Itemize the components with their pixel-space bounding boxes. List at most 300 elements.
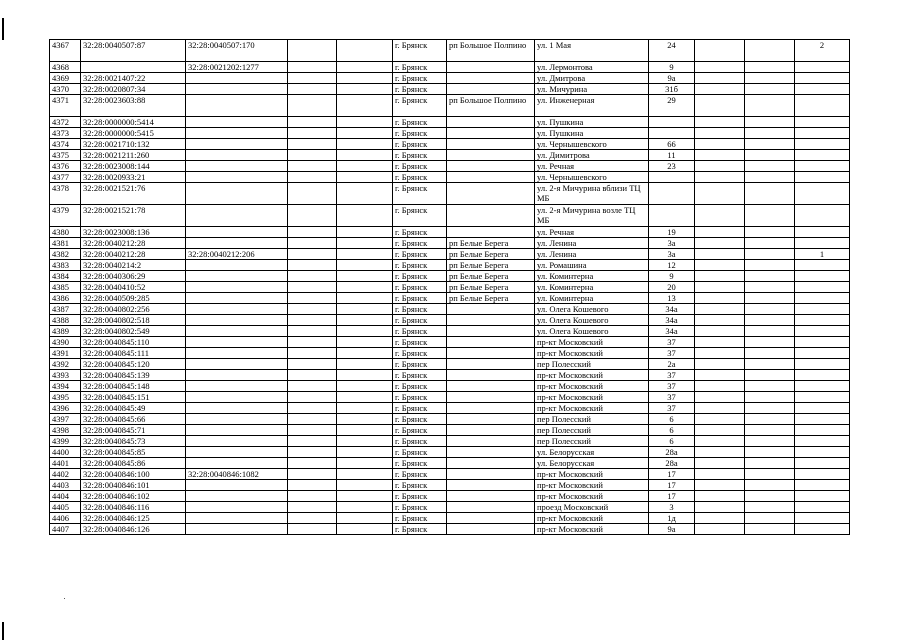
row-number: 4367 — [50, 40, 81, 62]
empty-cell — [337, 425, 393, 436]
city: г. Брянск — [393, 447, 447, 458]
empty-cell — [337, 359, 393, 370]
city: г. Брянск — [393, 524, 447, 535]
city: г. Брянск — [393, 84, 447, 95]
empty-cell — [745, 282, 795, 293]
empty-cell — [337, 348, 393, 359]
empty-cell — [745, 128, 795, 139]
empty-cell — [695, 227, 745, 238]
street: ул. Дмитрова — [535, 73, 649, 84]
linked-cadastral-number: 32:28:0040212:206 — [186, 249, 288, 260]
empty-cell — [695, 458, 745, 469]
house-number: 24 — [649, 40, 695, 62]
locality — [447, 205, 535, 227]
empty-cell — [695, 238, 745, 249]
street: пер Полесский — [535, 425, 649, 436]
locality — [447, 139, 535, 150]
city: г. Брянск — [393, 491, 447, 502]
cadastral-number: 32:28:0040845:139 — [81, 370, 186, 381]
cadastral-number: 32:28:0040845:71 — [81, 425, 186, 436]
row-number: 4399 — [50, 436, 81, 447]
empty-cell — [288, 150, 337, 161]
empty-cell — [695, 348, 745, 359]
table-row — [50, 183, 850, 205]
row-number: 4387 — [50, 304, 81, 315]
empty-cell — [695, 150, 745, 161]
cadastral-number: 32:28:0040509:285 — [81, 293, 186, 304]
empty-cell — [695, 315, 745, 326]
house-number — [649, 128, 695, 139]
empty-cell — [695, 337, 745, 348]
house-number: 2а — [649, 359, 695, 370]
empty-cell — [288, 480, 337, 491]
empty-cell — [695, 381, 745, 392]
city: г. Брянск — [393, 139, 447, 150]
row-number: 4375 — [50, 150, 81, 161]
city: г. Брянск — [393, 172, 447, 183]
empty-cell — [695, 183, 745, 205]
street: ул. Ленина — [535, 249, 649, 260]
empty-cell — [288, 348, 337, 359]
empty-cell — [745, 381, 795, 392]
house-number: 34а — [649, 326, 695, 337]
empty-cell — [288, 326, 337, 337]
empty-cell — [337, 95, 393, 117]
cadastral-number: 32:28:0040845:85 — [81, 447, 186, 458]
locality: рп Белые Берега — [447, 271, 535, 282]
street: ул. Чернышевского — [535, 139, 649, 150]
linked-cadastral-number — [186, 447, 288, 458]
empty-cell — [337, 293, 393, 304]
empty-cell — [745, 117, 795, 128]
count — [795, 172, 850, 183]
linked-cadastral-number — [186, 73, 288, 84]
count — [795, 139, 850, 150]
street: пр-кт Московский — [535, 480, 649, 491]
city: г. Брянск — [393, 403, 447, 414]
linked-cadastral-number — [186, 282, 288, 293]
empty-cell — [695, 414, 745, 425]
empty-cell — [288, 403, 337, 414]
table-row — [50, 227, 850, 238]
linked-cadastral-number — [186, 381, 288, 392]
count — [795, 238, 850, 249]
table-row — [50, 282, 850, 293]
city: г. Брянск — [393, 414, 447, 425]
count — [795, 359, 850, 370]
empty-cell — [337, 40, 393, 62]
count — [795, 95, 850, 117]
count — [795, 491, 850, 502]
city: г. Брянск — [393, 249, 447, 260]
empty-cell — [337, 84, 393, 95]
linked-cadastral-number — [186, 128, 288, 139]
locality — [447, 183, 535, 205]
empty-cell — [745, 403, 795, 414]
empty-cell — [745, 139, 795, 150]
cadastral-number: 32:28:0040846:126 — [81, 524, 186, 535]
empty-cell — [745, 513, 795, 524]
house-number: 28а — [649, 458, 695, 469]
city: г. Брянск — [393, 381, 447, 392]
city: г. Брянск — [393, 502, 447, 513]
house-number: 3а — [649, 238, 695, 249]
city: г. Брянск — [393, 337, 447, 348]
linked-cadastral-number — [186, 84, 288, 95]
row-number: 4391 — [50, 348, 81, 359]
empty-cell — [695, 84, 745, 95]
count — [795, 271, 850, 282]
linked-cadastral-number — [186, 502, 288, 513]
row-number: 4384 — [50, 271, 81, 282]
row-number: 4406 — [50, 513, 81, 524]
empty-cell — [288, 392, 337, 403]
empty-cell — [745, 62, 795, 73]
empty-cell — [337, 524, 393, 535]
empty-cell — [288, 304, 337, 315]
linked-cadastral-number — [186, 315, 288, 326]
empty-cell — [288, 205, 337, 227]
empty-cell — [695, 491, 745, 502]
empty-cell — [745, 436, 795, 447]
city: г. Брянск — [393, 271, 447, 282]
empty-cell — [337, 315, 393, 326]
empty-cell — [695, 73, 745, 84]
row-number: 4370 — [50, 84, 81, 95]
row-number: 4382 — [50, 249, 81, 260]
cadastral-number: 32:28:0020807:34 — [81, 84, 186, 95]
empty-cell — [745, 370, 795, 381]
city: г. Брянск — [393, 260, 447, 271]
empty-cell — [337, 491, 393, 502]
cadastral-number: 32:28:0040212:28 — [81, 249, 186, 260]
count: 2 — [795, 40, 850, 62]
table-row — [50, 40, 850, 62]
row-number: 4368 — [50, 62, 81, 73]
linked-cadastral-number — [186, 491, 288, 502]
cadastral-number: 32:28:0021521:78 — [81, 205, 186, 227]
empty-cell — [288, 84, 337, 95]
empty-cell — [337, 205, 393, 227]
cadastral-number: 32:28:0023008:144 — [81, 161, 186, 172]
house-number: 11 — [649, 150, 695, 161]
house-number — [649, 172, 695, 183]
empty-cell — [695, 62, 745, 73]
cadastral-number: 32:28:0021710:132 — [81, 139, 186, 150]
cadastral-number: 32:28:0000000:5414 — [81, 117, 186, 128]
empty-cell — [288, 139, 337, 150]
empty-cell — [745, 480, 795, 491]
house-number: 37 — [649, 381, 695, 392]
empty-cell — [745, 469, 795, 480]
street: ул. Коминтерна — [535, 282, 649, 293]
cadastral-number: 32:28:0040846:102 — [81, 491, 186, 502]
street: пер Полесский — [535, 436, 649, 447]
city: г. Брянск — [393, 128, 447, 139]
row-number: 4405 — [50, 502, 81, 513]
locality: рп Белые Берега — [447, 282, 535, 293]
city: г. Брянск — [393, 469, 447, 480]
city: г. Брянск — [393, 425, 447, 436]
count — [795, 260, 850, 271]
count — [795, 524, 850, 535]
linked-cadastral-number — [186, 161, 288, 172]
scan-speck — [64, 598, 65, 599]
empty-cell — [337, 62, 393, 73]
row-number: 4376 — [50, 161, 81, 172]
empty-cell — [695, 513, 745, 524]
empty-cell — [337, 392, 393, 403]
empty-cell — [337, 480, 393, 491]
empty-cell — [288, 117, 337, 128]
empty-cell — [695, 359, 745, 370]
table-row — [50, 491, 850, 502]
row-number: 4390 — [50, 337, 81, 348]
empty-cell — [288, 436, 337, 447]
empty-cell — [337, 414, 393, 425]
empty-cell — [695, 326, 745, 337]
house-number: 31б — [649, 84, 695, 95]
cadastral-number: 32:28:0021211:260 — [81, 150, 186, 161]
cadastral-number: 32:28:0040410:52 — [81, 282, 186, 293]
table-row — [50, 304, 850, 315]
row-number: 4388 — [50, 315, 81, 326]
house-number: 1д — [649, 513, 695, 524]
row-number: 4378 — [50, 183, 81, 205]
empty-cell — [337, 128, 393, 139]
street: ул. Олега Кошевого — [535, 304, 649, 315]
row-number: 4369 — [50, 73, 81, 84]
house-number: 34а — [649, 315, 695, 326]
city: г. Брянск — [393, 392, 447, 403]
row-number: 4403 — [50, 480, 81, 491]
city: г. Брянск — [393, 458, 447, 469]
table-row — [50, 293, 850, 304]
empty-cell — [288, 524, 337, 535]
linked-cadastral-number — [186, 524, 288, 535]
locality — [447, 84, 535, 95]
count — [795, 282, 850, 293]
linked-cadastral-number — [186, 150, 288, 161]
table-row — [50, 128, 850, 139]
empty-cell — [337, 447, 393, 458]
count — [795, 84, 850, 95]
empty-cell — [288, 425, 337, 436]
locality — [447, 73, 535, 84]
row-number: 4402 — [50, 469, 81, 480]
empty-cell — [745, 293, 795, 304]
house-number: 9а — [649, 73, 695, 84]
empty-cell — [337, 326, 393, 337]
count — [795, 513, 850, 524]
street: ул. Пушкина — [535, 117, 649, 128]
empty-cell — [337, 458, 393, 469]
house-number: 37 — [649, 403, 695, 414]
house-number: 66 — [649, 139, 695, 150]
locality — [447, 348, 535, 359]
locality — [447, 359, 535, 370]
count — [795, 392, 850, 403]
empty-cell — [745, 447, 795, 458]
house-number: 29 — [649, 95, 695, 117]
empty-cell — [745, 359, 795, 370]
locality — [447, 326, 535, 337]
street: ул. 2-я Мичурина вблизи ТЦ МБ — [535, 183, 649, 205]
house-number: 13 — [649, 293, 695, 304]
empty-cell — [337, 381, 393, 392]
row-number: 4381 — [50, 238, 81, 249]
street: ул. Мичурина — [535, 84, 649, 95]
house-number: 9 — [649, 62, 695, 73]
empty-cell — [695, 249, 745, 260]
register-rows — [50, 40, 850, 535]
cadastral-number: 32:28:0040845:148 — [81, 381, 186, 392]
empty-cell — [695, 95, 745, 117]
empty-cell — [695, 172, 745, 183]
empty-cell — [337, 469, 393, 480]
row-number: 4383 — [50, 260, 81, 271]
cadastral-number: 32:28:0040846:101 — [81, 480, 186, 491]
linked-cadastral-number — [186, 359, 288, 370]
city: г. Брянск — [393, 161, 447, 172]
empty-cell — [745, 260, 795, 271]
street: ул. 1 Мая — [535, 40, 649, 62]
table-row — [50, 73, 850, 84]
linked-cadastral-number — [186, 348, 288, 359]
empty-cell — [695, 392, 745, 403]
empty-cell — [337, 370, 393, 381]
count — [795, 227, 850, 238]
table-row — [50, 436, 850, 447]
street: ул. Коминтерна — [535, 271, 649, 282]
empty-cell — [288, 271, 337, 282]
empty-cell — [745, 238, 795, 249]
linked-cadastral-number — [186, 513, 288, 524]
city: г. Брянск — [393, 40, 447, 62]
table-row — [50, 392, 850, 403]
row-number: 4373 — [50, 128, 81, 139]
locality — [447, 161, 535, 172]
locality — [447, 62, 535, 73]
street: ул. Инженерная — [535, 95, 649, 117]
locality: рп Белые Берега — [447, 260, 535, 271]
house-number: 37 — [649, 370, 695, 381]
locality — [447, 436, 535, 447]
empty-cell — [337, 161, 393, 172]
table-row — [50, 172, 850, 183]
locality — [447, 403, 535, 414]
empty-cell — [745, 392, 795, 403]
count — [795, 447, 850, 458]
house-number — [649, 117, 695, 128]
house-number: 9а — [649, 524, 695, 535]
empty-cell — [288, 469, 337, 480]
empty-cell — [288, 491, 337, 502]
cadastral-number: 32:28:0021407:22 — [81, 73, 186, 84]
cadastral-number: 32:28:0040306:29 — [81, 271, 186, 282]
empty-cell — [745, 227, 795, 238]
cadastral-number: 32:28:0040845:111 — [81, 348, 186, 359]
cadastral-number: 32:28:0040845:120 — [81, 359, 186, 370]
count — [795, 62, 850, 73]
empty-cell — [745, 84, 795, 95]
cadastral-number: 32:28:0040845:49 — [81, 403, 186, 414]
locality — [447, 304, 535, 315]
street: ул. Олега Кошевого — [535, 326, 649, 337]
empty-cell — [695, 293, 745, 304]
empty-cell — [695, 425, 745, 436]
empty-cell — [288, 161, 337, 172]
empty-cell — [288, 227, 337, 238]
linked-cadastral-number — [186, 414, 288, 425]
city: г. Брянск — [393, 150, 447, 161]
row-number: 4393 — [50, 370, 81, 381]
street: пр-кт Московский — [535, 337, 649, 348]
house-number: 17 — [649, 480, 695, 491]
empty-cell — [337, 502, 393, 513]
scan-edge-mark-bottom — [2, 622, 4, 640]
cadastral-number: 32:28:0040507:87 — [81, 40, 186, 62]
linked-cadastral-number — [186, 304, 288, 315]
empty-cell — [745, 271, 795, 282]
empty-cell — [337, 260, 393, 271]
locality — [447, 524, 535, 535]
city: г. Брянск — [393, 304, 447, 315]
table-row — [50, 359, 850, 370]
table-row — [50, 414, 850, 425]
street: ул. Олега Кошевого — [535, 315, 649, 326]
table-row — [50, 370, 850, 381]
row-number: 4396 — [50, 403, 81, 414]
locality: рп Белые Берега — [447, 249, 535, 260]
linked-cadastral-number — [186, 117, 288, 128]
count — [795, 315, 850, 326]
house-number: 28а — [649, 447, 695, 458]
table-row — [50, 260, 850, 271]
row-number: 4372 — [50, 117, 81, 128]
empty-cell — [695, 260, 745, 271]
row-number: 4407 — [50, 524, 81, 535]
linked-cadastral-number — [186, 260, 288, 271]
street: ул. Ленина — [535, 238, 649, 249]
locality — [447, 513, 535, 524]
linked-cadastral-number — [186, 139, 288, 150]
row-number: 4398 — [50, 425, 81, 436]
empty-cell — [695, 447, 745, 458]
linked-cadastral-number — [186, 172, 288, 183]
locality — [447, 392, 535, 403]
count — [795, 425, 850, 436]
empty-cell — [695, 161, 745, 172]
street: ул. Лермонтова — [535, 62, 649, 73]
linked-cadastral-number — [186, 436, 288, 447]
row-number: 4371 — [50, 95, 81, 117]
empty-cell — [695, 370, 745, 381]
city: г. Брянск — [393, 436, 447, 447]
house-number: 17 — [649, 469, 695, 480]
city: г. Брянск — [393, 73, 447, 84]
cadastral-number: 32:28:0040212:28 — [81, 238, 186, 249]
street: пр-кт Московский — [535, 524, 649, 535]
linked-cadastral-number: 32:28:0040507:170 — [186, 40, 288, 62]
linked-cadastral-number: 32:28:0021202:1277 — [186, 62, 288, 73]
linked-cadastral-number — [186, 95, 288, 117]
count — [795, 117, 850, 128]
street: ул. Димитрова — [535, 150, 649, 161]
empty-cell — [288, 513, 337, 524]
empty-cell — [288, 172, 337, 183]
cadastral-number: 32:28:0040214:2 — [81, 260, 186, 271]
